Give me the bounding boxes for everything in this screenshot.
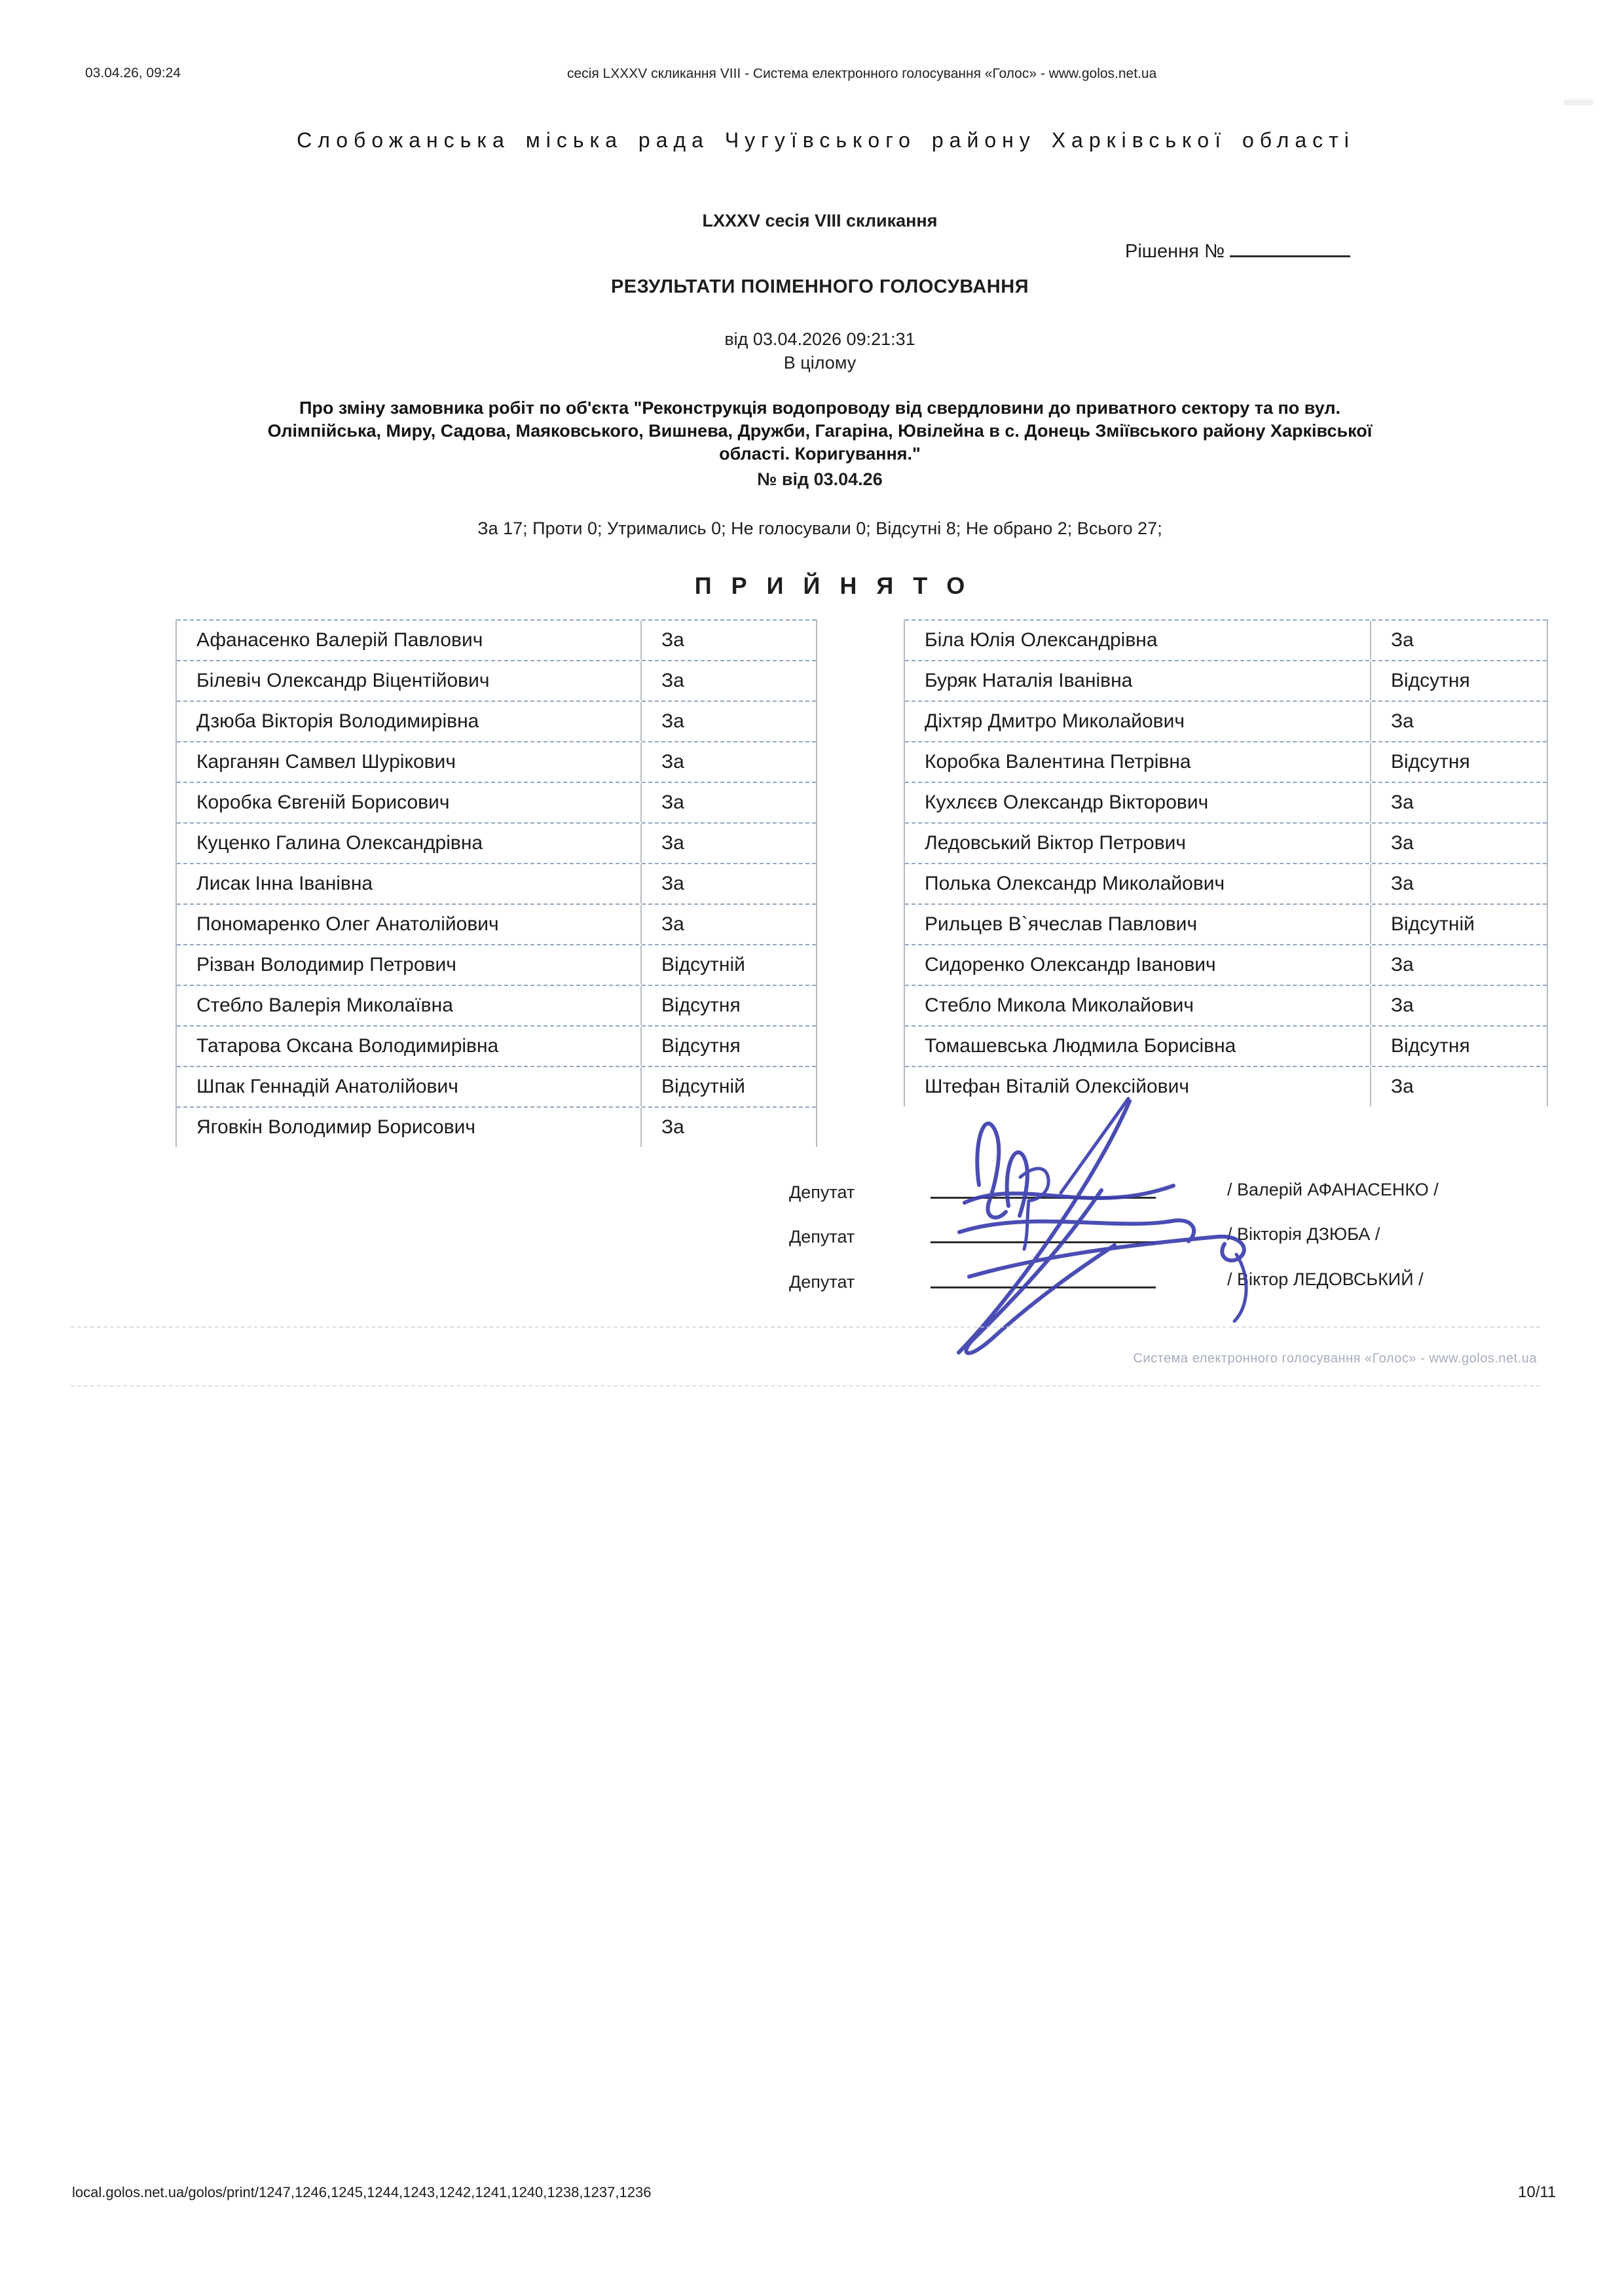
deputy-vote: Відсутня (1391, 751, 1470, 773)
deputy-name: Яговкін Володимир Борисович (177, 1108, 642, 1147)
vote-summary: За 17; Проти 0; Утримались 0; Не голосували 0; Відсутні 8; Не обрано 2; Всього 27; (477, 519, 1162, 538)
deputy-role-label: Депутат (789, 1182, 855, 1202)
deputy-vote: За (1391, 873, 1414, 894)
table-row (177, 1025, 816, 1066)
vote-table-left (175, 619, 817, 1147)
signature-row (789, 1178, 1562, 1207)
table-row (905, 822, 1547, 863)
deputy-vote: За (1391, 832, 1414, 854)
deputy-name: Діхтяр Дмитро Миколайович (905, 702, 1371, 741)
deputy-vote: За (661, 670, 684, 691)
deputy-vote: За (661, 873, 684, 894)
decision-label: Рішення № (1125, 241, 1225, 262)
table-row (905, 619, 1547, 660)
table-row (905, 701, 1547, 741)
deputy-vote: Відсутня (661, 994, 741, 1016)
vote-datetime: від 03.04.2026 09:21:31 (724, 329, 915, 349)
signature-line (931, 1286, 1156, 1288)
deputy-name: Різван Володимир Петрович (177, 945, 642, 985)
system-watermark: Система електронного голосування «Голос» - www.golos.net.ua (1133, 1351, 1537, 1366)
deputy-vote: Відсутня (661, 1035, 741, 1057)
footer-page-indicator: 10/11 (1518, 2183, 1557, 2201)
scan-line-top (71, 1326, 1540, 1328)
vote-status: ПРИЙНЯТО (694, 572, 985, 599)
subject-line: області. Коригування." (719, 444, 921, 464)
deputy-vote: Відсутній (661, 1076, 745, 1097)
deputy-name: Афанасенко Валерій Павлович (177, 621, 642, 660)
signer-name: / Віктор ЛЕДОВСЬКИЙ / (1227, 1269, 1424, 1289)
table-row (177, 660, 816, 701)
deputy-vote: За (661, 710, 684, 732)
deputy-name: Штефан Віталій Олексійович (905, 1067, 1371, 1106)
table-row (177, 985, 816, 1025)
table-row (177, 822, 816, 863)
deputy-name: Буряк Наталія Іванівна (905, 661, 1371, 701)
vote-scope: В цілому (783, 353, 857, 373)
subject-line: Про зміну замовника робіт по об'єкта "Реконструкція водопроводу від свердловини до приватного сектору та по вул. (299, 398, 1341, 418)
table-row (177, 1106, 816, 1147)
deputy-name: Татарова Оксана Володимирівна (177, 1027, 642, 1066)
signer-name: / Вікторія ДЗЮБА / (1227, 1224, 1380, 1244)
deputy-vote: За (1391, 994, 1414, 1016)
deputy-name: Коробка Валентина Петрівна (905, 742, 1371, 782)
table-row (177, 944, 816, 985)
deputy-name: Полька Олександр Миколайович (905, 864, 1371, 903)
deputy-name: Кухлєєв Олександр Вікторович (905, 783, 1371, 822)
results-heading: РЕЗУЛЬТАТИ ПОІМЕННОГО ГОЛОСУВАННЯ (610, 276, 1029, 297)
scan-artifact-smudge (1564, 100, 1594, 105)
deputy-name: Сидоренко Олександр Іванович (905, 945, 1371, 985)
table-row (177, 863, 816, 903)
decision-number-blank (1230, 255, 1350, 257)
footer-url: local.golos.net.ua/golos/print/1247,1246,1245,1244,1243,1242,1241,1240,1238,1237,1236 (72, 2184, 652, 2200)
scan-line-bottom (71, 1385, 1540, 1387)
print-doc-title: сесія LXXXV скликання VIII - Система електронного голосування «Голос» - www.golos.net.ua (567, 66, 1157, 81)
deputy-vote: За (661, 629, 684, 651)
deputy-vote: Відсутній (1391, 913, 1475, 935)
deputy-name: Шпак Геннадій Анатолійович (177, 1067, 642, 1106)
deputy-name: Стебло Микола Миколайович (905, 986, 1371, 1025)
table-row (177, 782, 816, 822)
vote-table-right (904, 619, 1548, 1106)
deputy-vote: За (1391, 1076, 1414, 1097)
deputy-vote: За (661, 792, 684, 813)
signature-ink (897, 1080, 1303, 1362)
table-row (177, 1066, 816, 1106)
table-row (905, 985, 1547, 1025)
deputy-vote: За (1391, 710, 1414, 732)
table-row (905, 741, 1547, 782)
deputy-name: Білевіч Олександр Віцентійович (177, 661, 642, 701)
deputy-vote: За (661, 913, 684, 935)
deputy-name: Куценко Галина Олександрівна (177, 824, 642, 863)
signature-row (789, 1268, 1562, 1297)
deputy-name: Біла Юлія Олександрівна (905, 621, 1371, 660)
table-row (177, 619, 816, 660)
signature-row (789, 1223, 1562, 1252)
deputy-vote: Відсутня (1391, 670, 1470, 691)
signer-name: / Валерій АФАНАСЕНКО / (1227, 1180, 1439, 1199)
deputy-vote: За (1391, 792, 1414, 813)
table-row (905, 1066, 1547, 1106)
deputy-role-label: Депутат (789, 1272, 855, 1292)
table-row (905, 660, 1547, 701)
deputy-name: Коробка Євгеній Борисович (177, 783, 642, 822)
table-row (905, 782, 1547, 822)
deputy-vote: За (661, 832, 684, 854)
subject-line: Олімпійська, Миру, Садова, Маяковського, Вишнева, Дружби, Гагаріна, Ювілейна в с. Донець Зміївського району Харківської (267, 421, 1373, 441)
deputy-name: Томашевська Людмила Борисівна (905, 1027, 1371, 1066)
deputy-vote: За (661, 751, 684, 773)
deputy-name: Дзюба Вікторія Володимирівна (177, 702, 642, 741)
deputy-name: Пономаренко Олег Анатолійович (177, 905, 642, 944)
table-row (905, 863, 1547, 903)
table-row (905, 903, 1547, 944)
signature-line (931, 1197, 1156, 1199)
signature-line (931, 1241, 1156, 1243)
deputy-vote: За (1391, 954, 1414, 975)
deputy-name: Рильцев В`ячеслав Павлович (905, 905, 1371, 944)
deputy-name: Карганян Самвел Шурікович (177, 742, 642, 782)
table-row (177, 701, 816, 741)
deputy-name: Стебло Валерія Миколаївна (177, 986, 642, 1025)
council-title: Слобожанська міська рада Чугуївського району Харківської області (297, 128, 1355, 152)
session-line: LXXXV сесія VIII скликання (702, 211, 938, 230)
deputy-vote: Відсутня (1391, 1035, 1470, 1057)
table-row (177, 741, 816, 782)
print-datetime: 03.04.26, 09:24 (85, 65, 181, 81)
deputy-vote: Відсутній (661, 954, 745, 975)
subject-number: № від 03.04.26 (757, 469, 883, 489)
table-row (905, 944, 1547, 985)
deputy-role-label: Депутат (789, 1227, 855, 1247)
decision-subject (8, 397, 1624, 465)
decision-number (1125, 241, 1350, 263)
deputy-vote: За (661, 1116, 684, 1138)
deputy-name: Лисак Інна Іванівна (177, 864, 642, 903)
deputy-vote: За (1391, 629, 1414, 651)
deputy-name: Ледовський Віктор Петрович (905, 824, 1371, 863)
table-row (177, 903, 816, 944)
table-row (905, 1025, 1547, 1066)
